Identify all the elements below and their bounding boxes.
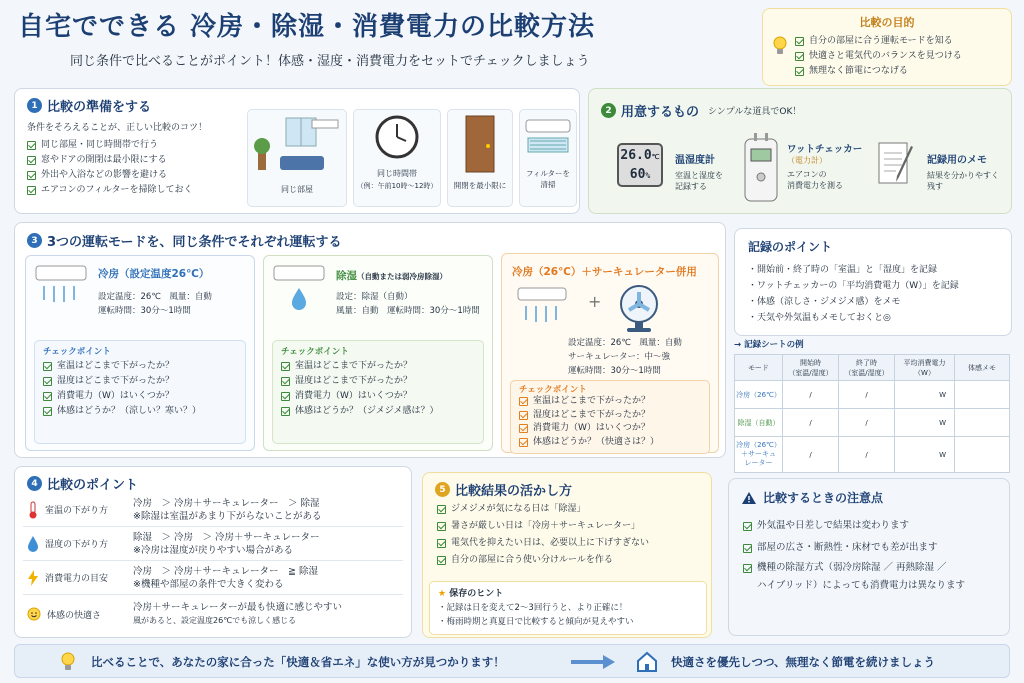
tool-thermometer: 温湿度計 室温と湿度を 記録する [675,155,723,191]
lightning-icon [27,569,39,587]
purpose-item: 自分の部屋に合う運転モードを知る [795,34,962,49]
checkpoints: チェックポイント 室温はどこまで下がったか？ 湿度はどこまで下がったか？ 消費電力（W）はいくつか？ 体感はどうか？（涼しい？寒い？） [34,340,246,444]
footer-right-text: 快適さを優先しつつ、無理なく節電を続けましょう [671,655,936,669]
table-header: モード [735,355,783,381]
water-drop-icon [27,535,39,553]
tile-label: 開閉を最小限に [453,181,507,190]
mode-dry [263,255,493,451]
table-header: 開始時 （室温/湿度） [783,355,839,381]
mode-name: 除湿（自動または弱冷房除湿） [336,270,447,282]
door-icon [448,110,512,176]
prep-item: 外出や入浴などの影響を避ける [27,168,192,183]
prep-section [14,88,580,214]
tool-watt-checker: ワットチェッカー （電力計） エアコンの 消費電力を測る [787,144,863,190]
usage-section [422,472,712,638]
hint-title: ★ 保存のヒント [438,589,504,599]
watt-checker-icon [739,133,783,207]
prep-item: 同じ部屋・同じ時間帯で行う [27,138,192,153]
record-sheet-table [734,354,1010,473]
footer-banner [14,644,1010,678]
tools-title: 2 用意するもの シンプルな道具でOK！ [601,101,801,120]
usage-list: ジメジメが気になる日は「除湿」 暑さが厳しい日は「冷房＋サーキュレーター」 電気代を抑えたい日は、必要以上に下げすぎない 自分の部屋に合う使い分けルールを作る [437,501,649,569]
caution-section [728,478,1010,636]
tile-label: 同じ時間帯 [377,169,417,178]
purpose-item: 快適さと電気代のバランスを見つける [795,49,962,64]
mode-name: 冷房（設定温度26℃） [98,268,210,280]
door-tile [447,109,513,207]
arrow-right-icon [571,655,615,669]
record-section [734,228,1012,467]
mode-settings: 設定：除湿（自動） 風量：自動 運転時間：30分〜1時間 [336,292,480,316]
same-room-tile [247,109,347,207]
table-row: 冷房（26℃） ＋サーキュ レーター / / W [735,437,1010,473]
purpose-title: 比較の目的 [859,16,915,29]
table-row: 冷房（26℃） / / W [735,381,1010,409]
tile-note: 清掃 [540,180,556,189]
room-icon [250,112,346,178]
prep-item: 窓やドアの開閉は最小限にする [27,153,192,168]
page-title: 自宅でできる 冷房・除湿・消費電力の比較方法 [18,12,596,42]
mode-name: 冷房（26℃）＋サーキュレーター併用 [512,266,697,278]
lightbulb-icon [771,35,789,57]
tile-note: （例：午前10時〜12時） [356,182,438,190]
prep-title: 1 比較の準備をする [27,96,151,115]
hint-box: ★ 保存のヒント ・記録は日を変えて2〜3回行うと、より正確に！ ・梅雨時期と真夏日で比較すると傾向が見えやすい [429,581,707,635]
points-title: 4 比較のポイント [27,474,138,493]
table-row: 除湿（自動） / / W [735,409,1010,437]
purpose-item: 無理なく節電につなげる [795,64,962,79]
modes-title: 3 3つの運転モードを、同じ条件でそれぞれ運転する [27,231,342,250]
purpose-box [762,8,1012,86]
star-icon: ★ [438,589,447,599]
page-subtitle: 同じ条件で比べることがポイント！体感・湿度・消費電力をセットでチェックしましょう [70,54,590,69]
point-row: 室温の下がり方 冷房 ＞ 冷房＋サーキュレーター ＞ 除湿 ※除湿は室温があまり下がらないことがある [23,493,403,527]
mode-circulator [501,253,719,453]
tile-label: フィルターを [525,169,571,178]
mode-settings: 設定温度：26℃ 風量：自動 運転時間：30分〜1時間 [98,292,212,316]
clock-icon [354,110,440,164]
tool-memo: 記録用のメモ 結果を分かりやすく 残す [927,155,999,191]
table-header: 体感メモ [955,355,1010,381]
caution-list: 外気温や日差しで結果は変わります 部屋の広さ・断熱性・床材でも差が出ます 機種の除湿方式（弱冷房除湿 ／ 再熱除湿 ／ ハイブリッド）によっても消費電力は異なります [743,515,965,595]
usage-title: 5 比較結果の活かし方 [435,480,572,499]
sheet-title: → 記録シートの例 [734,340,804,350]
home-icon [635,650,659,674]
thermometer-display: 26.0℃ 60% [617,143,663,187]
checkpoints: チェックポイント 室温はどこまで下がったか？ 湿度はどこまで下がったか？ 消費電力（W）はいくつか？ 体感はどうか？（ジメジメ感は？） [272,340,484,444]
warning-icon [741,491,757,505]
checkpoints: チェックポイント 室温はどこまで下がったか？ 湿度はどこまで下がったか？ 消費電力（W）はいくつか？ 体感はどうか？（快適さは？） [510,380,710,454]
record-list: ・開始前・終了時の「室温」と「湿度」を記録 ・ワットチェッカーの「平均消費電力（W）」を記録 ・体感（涼しさ・ジメジメ感）をメモ ・天気や外気温もメモしておくと◎ [748,265,959,323]
points-section [14,466,412,638]
thermometer-icon [27,501,39,519]
point-row: 湿度の下がり方 除湿 ＞ 冷房 ＞ 冷房＋サーキュレーター ※冷房は湿度が戻りやすい場合がある [23,527,403,561]
mode-settings: 設定温度：26℃ 風量：自動 サーキュレーター：中〜強 運転時間：30分〜1時間 [568,338,682,376]
point-row: 消費電力の目安 冷房 ＞ 冷房＋サーキュレーター ≧ 除湿 ※機種や部屋の条件で大きく変わる [23,561,403,595]
prep-item: エアコンのフィルターを掃除しておく [27,183,192,198]
memo-icon [875,139,919,189]
filter-icon [520,110,576,164]
same-time-tile [353,109,441,207]
filter-tile [519,109,577,207]
table-header: 平均消費電力 （W） [895,355,955,381]
caution-title: 比較するときの注意点 [741,489,883,506]
circulator-fan-icon [614,282,664,334]
table-header: 終了時 （室温/湿度） [839,355,895,381]
air-conditioner-icon [516,286,568,332]
tile-label: 同じ部屋 [281,185,313,194]
modes-section [14,222,726,458]
prep-lead: 条件をそろえることが、正しい比較のコツ！ [27,123,208,133]
smile-face-icon [27,607,41,621]
tools-section [588,88,1012,214]
air-conditioner-icon [34,264,88,308]
record-title: 記録のポイント [748,240,833,254]
dehumidify-icon [272,264,326,316]
footer-left-text: 比べることで、あなたの家に合った「快適＆省エネ」な使い方が見つかります！ [91,655,505,669]
mode-cool [25,255,255,451]
point-row: 体感の快適さ 冷房＋サーキュレーターが最も快適に感じやすい 風があると、設定温度26℃でも涼しく感じる [23,595,403,633]
lightbulb-icon [59,651,77,673]
plus-sign: + [588,292,602,311]
